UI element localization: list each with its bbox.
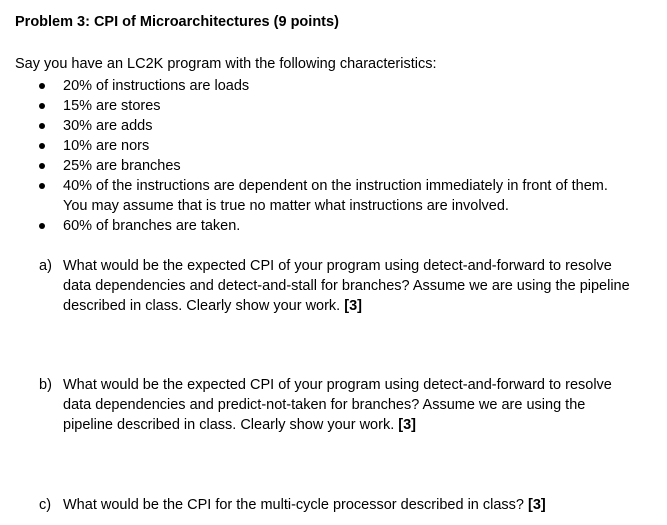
characteristics-list	[0, 76, 623, 236]
points-label: [3]	[398, 417, 416, 433]
list-item-text-line-1: 40% of the instructions are dependent on the instruction immediately in front of them.	[63, 178, 608, 194]
list-item	[0, 76, 623, 96]
points-label: [3]	[344, 298, 362, 314]
question-letter: a)	[39, 258, 52, 274]
bullet-dot-icon	[39, 83, 45, 89]
bullet-dot-icon	[39, 103, 45, 109]
list-item-text: 25% are branches	[63, 158, 181, 174]
bullet-dot-icon	[39, 143, 45, 149]
list-item-text-line-2: You may assume that is true no matter what instructions are involved.	[63, 198, 509, 214]
list-item-text: 30% are adds	[63, 118, 153, 134]
list-item	[0, 136, 623, 156]
question-letter: b)	[39, 377, 52, 393]
points-label: [3]	[528, 497, 546, 513]
question-text	[63, 256, 653, 316]
list-item	[0, 116, 623, 136]
list-item	[0, 176, 623, 216]
question-text	[63, 495, 653, 515]
bullet-dot-icon	[39, 163, 45, 169]
question-line: What would be the expected CPI of your program using detect-and-forward to resolve	[63, 258, 612, 274]
list-item	[0, 156, 623, 176]
list-item-text: 15% are stores	[63, 98, 161, 114]
problem-intro: Say you have an LC2K program with the following characteristics:	[15, 56, 437, 72]
question-line: What would be the expected CPI of your program using detect-and-forward to resolve	[63, 377, 612, 393]
question-line: pipeline described in class. Clearly show your work.	[63, 417, 395, 433]
list-item	[0, 96, 623, 116]
question-line: described in class. Clearly show your work.	[63, 298, 341, 314]
question-line: What would be the CPI for the multi-cycle processor described in class?	[63, 497, 524, 513]
bullet-dot-icon	[39, 123, 45, 129]
list-item-text: 10% are nors	[63, 138, 150, 154]
question-line: data dependencies and detect-and-stall for branches? Assume we are using the pipeline	[63, 278, 630, 294]
list-item-text: 20% of instructions are loads	[63, 78, 250, 94]
bullet-dot-icon	[39, 183, 45, 189]
question-letter: c)	[39, 497, 52, 513]
list-item	[0, 216, 623, 236]
bullet-dot-icon	[39, 223, 45, 229]
question-line: data dependencies and predict-not-taken for branches? Assume we are using the	[63, 397, 586, 413]
problem-title: Problem 3: CPI of Microarchitectures (9 points)	[15, 14, 339, 30]
list-item-text: 60% of branches are taken.	[63, 218, 241, 234]
question-text	[63, 375, 653, 435]
